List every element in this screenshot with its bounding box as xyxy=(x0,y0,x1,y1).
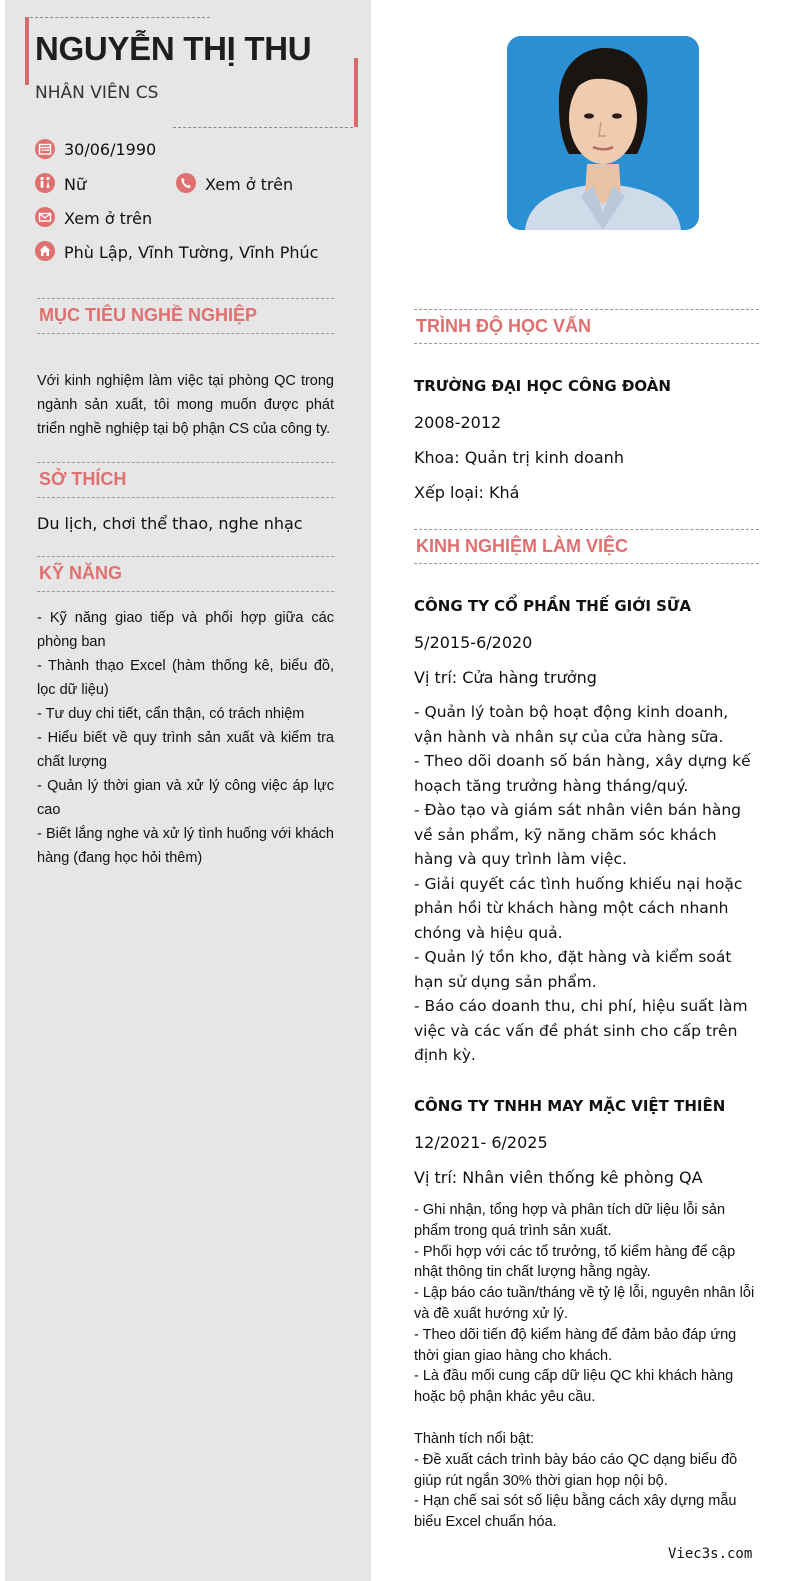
phone: Xem ở trên xyxy=(205,175,294,194)
gender-icon xyxy=(35,173,55,193)
education-grade: Xếp loại: Khá xyxy=(414,483,520,502)
achievement-item: - Đề xuất cách trình bày báo cáo QC dạng biểu đồ giúp rút ngắn 30% thời gian họp nội bộ. xyxy=(414,1451,738,1489)
skills-heading: KỸ NĂNG xyxy=(39,563,123,583)
skill-item: - Hiểu biết về quy trình sản xuất và kiểm tra chất lượng xyxy=(37,730,334,770)
hobbies-divider-top xyxy=(37,462,334,463)
skill-item: - Biết lắng nghe và xử lý tình huống với khách hàng (đang học hỏi thêm) xyxy=(37,826,334,866)
objective-heading: MỤC TIÊU NGHỀ NGHIỆP xyxy=(39,305,258,325)
home-icon xyxy=(35,241,55,261)
skill-item: - Kỹ năng giao tiếp và phối hợp giữa các phòng ban xyxy=(37,610,334,650)
hobbies-heading: SỞ THÍCH xyxy=(39,469,127,489)
job-duties xyxy=(414,1200,759,1408)
email: Xem ở trên xyxy=(64,209,153,228)
duty-item: - Quản lý tồn kho, đặt hàng và kiểm soát hạn sử dụng sản phẩm. xyxy=(414,948,732,991)
duty-item: - Theo dõi doanh số bán hàng, xây dựng kế hoạch tăng trưởng hàng tháng/quý. xyxy=(414,752,751,795)
duty-item: - Phối hợp với các tổ trưởng, tổ kiểm hàng để cập nhật thông tin chất lượng hằng ngày. xyxy=(414,1243,736,1281)
achievement-item: - Hạn chế sai sót số liệu bằng cách xây dựng mẫu biểu Excel chuẩn hóa. xyxy=(414,1493,737,1531)
duty-item: - Báo cáo doanh thu, chi phí, hiệu suất làm việc và các vấn đề phát sinh cho cấp trên định kỳ. xyxy=(414,997,748,1064)
birthday: 30/06/1990 xyxy=(64,140,157,159)
job-company: CÔNG TY CỔ PHẦN THẾ GIỚI SỮA xyxy=(414,597,692,615)
candidate-title: NHÂN VIÊN CS xyxy=(35,83,159,103)
skills-divider-bottom xyxy=(37,591,334,592)
candidate-name: NGUYỄN THỊ THU xyxy=(35,30,312,67)
phone-icon xyxy=(176,173,196,193)
skill-item: - Thành thạo Excel (hàm thống kê, biểu đồ, lọc dữ liệu) xyxy=(37,658,334,698)
education-major: Khoa: Quản trị kinh doanh xyxy=(414,448,624,467)
header-accent-bar-right xyxy=(354,58,358,127)
education-divider-top xyxy=(414,309,759,310)
duty-item: - Lập báo cáo tuần/tháng về tỷ lệ lỗi, nguyên nhân lỗi và đề xuất hướng xử lý. xyxy=(414,1285,755,1322)
job-company: CÔNG TY TNHH MAY MẶC VIỆT THIÊN xyxy=(414,1097,726,1115)
objective-divider-top xyxy=(37,298,334,299)
hobbies-text: Du lịch, chơi thể thao, nghe nhạc xyxy=(37,514,303,533)
skills-list xyxy=(37,606,334,870)
education-years: 2008-2012 xyxy=(414,413,502,432)
objective-text: Với kinh nghiệm làm việc tại phòng QC trong ngành sản xuất, tôi mong muốn được phát triển nghề nghiệp tại bộ phận CS của công ty. xyxy=(37,373,334,437)
skills-divider-top xyxy=(37,556,334,557)
job-duties xyxy=(414,700,759,1068)
school-name: TRƯỜNG ĐẠI HỌC CÔNG ĐOÀN xyxy=(414,377,671,395)
objective-divider-bottom xyxy=(37,333,334,334)
duty-item: - Theo dõi tiến độ kiểm hàng để đảm bảo đáp ứng thời gian giao hàng cho khách. xyxy=(414,1326,737,1364)
job-position: Vị trí: Nhân viên thống kê phòng QA xyxy=(414,1168,703,1187)
header-divider-top xyxy=(30,17,210,18)
job-period: 12/2021- 6/2025 xyxy=(414,1133,548,1152)
experience-divider-bottom xyxy=(414,563,759,564)
duty-item: - Đào tạo và giám sát nhân viên bán hàng về sản phẩm, kỹ năng chăm sóc khách hàng và quy trình làm việc. xyxy=(414,801,742,868)
job-position: Vị trí: Cửa hàng trưởng xyxy=(414,668,597,687)
skill-item: - Tư duy chi tiết, cẩn thận, có trách nhiệm xyxy=(37,706,305,722)
watermark: Viec3s.com xyxy=(668,1546,753,1562)
hobbies-divider-bottom xyxy=(37,497,334,498)
education-heading: TRÌNH ĐỘ HỌC VẤN xyxy=(416,316,591,336)
duty-item: - Giải quyết các tình huống khiếu nại hoặc phản hồi từ khách hàng một cách nhanh chóng và hiệu quả. xyxy=(414,874,743,942)
job-period: 5/2015-6/2020 xyxy=(414,633,533,652)
profile-photo xyxy=(507,36,699,230)
address: Phù Lập, Vĩnh Tường, Vĩnh Phúc xyxy=(64,243,319,262)
gender: Nữ xyxy=(64,175,87,194)
experience-divider-top xyxy=(414,529,759,530)
education-divider-bottom xyxy=(414,343,759,344)
duty-item: - Ghi nhận, tổng hợp và phân tích dữ liệu lỗi sản phẩm trong quá trình sản xuất. xyxy=(414,1202,726,1239)
header-accent-bar-left xyxy=(25,17,29,85)
skill-item: - Quản lý thời gian và xử lý công việc áp lực cao xyxy=(37,778,334,818)
duty-item: - Quản lý toàn bộ hoạt động kinh doanh, vận hành và nhân sự của cửa hàng sữa. xyxy=(414,703,729,746)
email-icon xyxy=(35,207,55,227)
calendar-icon xyxy=(35,139,55,159)
achievements-label: Thành tích nổi bật: xyxy=(414,1431,535,1447)
job-achievements xyxy=(414,1429,759,1533)
duty-item: - Là đầu mối cung cấp dữ liệu QC khi khách hàng hoặc bộ phận khác yêu cầu. xyxy=(414,1368,734,1406)
experience-heading: KINH NGHIỆM LÀM VIỆC xyxy=(416,536,629,556)
header-divider-bottom xyxy=(173,127,353,128)
